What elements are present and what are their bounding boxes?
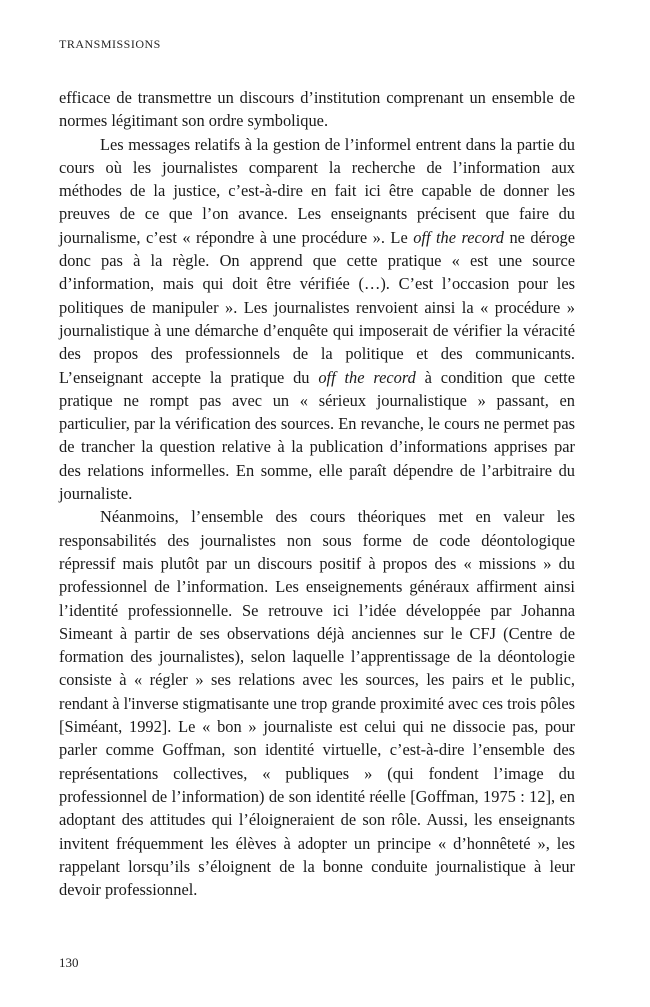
paragraph-text: à condition que cette pratique ne rompt pas avec un « sérieux journalistique » passant, en particulier, par la vérification des sources. En revanche, le cours ne permet pas de trancher la question relative à la publication d’informations apprises par des relations informelles. En somme, elle paraît dépendre de l’arbitraire du journaliste.: [59, 367, 575, 504]
paragraph-text: ne déroge donc pas à la règle. On apprend que cette pratique « est une source d’information, mais qui doit être vérifiée (…). C’est l’occasion pour les politiques de manipuler ». Les journalistes renvoient ainsi la « procédure » journalistique à une démarche d’enquête qui imposerait de vérifier la véracité des propos des professionnels de la politique et des communicants. L’enseignant accepte la pratique du: [59, 227, 575, 387]
page-number: 130: [59, 955, 79, 970]
paragraph-informal-messages: [59, 133, 575, 506]
paragraph-continuation: efficace de transmettre un discours d’institution comprenant un ensemble de normes légitimant son ordre symbolique.: [59, 88, 575, 131]
paragraph-text: Les messages relatifs à la gestion de l’informel entrent dans la partie du cours où les journalistes comparent la recherche de l’information aux méthodes de la justice, c’est-à-dire en fait ici être capable de donner les preuves de ce que l’on avance. Les enseignants précisent que faire du journalisme, c’est « répondre à une procédure ». Le: [59, 134, 575, 247]
paragraph-responsibilities: Néanmoins, l’ensemble des cours théoriques met en valeur les responsabilités des journalistes non sous forme de code déontologique répressif mais plutôt par un discours positif à propos des « missions » du professionnel de l’information. Les enseignements généraux affirment ainsi l’identité professionnelle. Se retrouve ici l’idée développée par Johanna Simeant à partir de ses observations déjà anciennes sur le CFJ (Centre de formation des journalistes), selon laquelle l’apprentissage de la déontologie consiste à « régler » ses relations avec les sources, les pairs et le public, rendant à l'inverse stigmatisante une trop grande proximité avec ces trois pôles [Siméant, 1992]. Le « bon » journaliste est celui qui ne dissocie pas, pour parler comme Goffman, son identité virtuelle, c’est-à-dire l’ensemble des représentations collectives, « publiques » (qui fondent l’image du professionnel de l’information) de son identité réelle [Goffman, 1975 : 12], en adoptant des attitudes qui l’éloigneraient de son rôle. Aussi, les enseignants invitent fréquemment les élèves à adopter un principe « d’honnêteté », les rappelant lorsqu’ils s’éloignent de la bonne conduite journalistique à leur devoir professionnel.: [59, 507, 575, 900]
running-head: TRANSMISSIONS: [59, 37, 161, 51]
body-text: [59, 86, 575, 901]
italic-term: off the record: [413, 227, 504, 247]
italic-term: off the record: [318, 367, 416, 387]
